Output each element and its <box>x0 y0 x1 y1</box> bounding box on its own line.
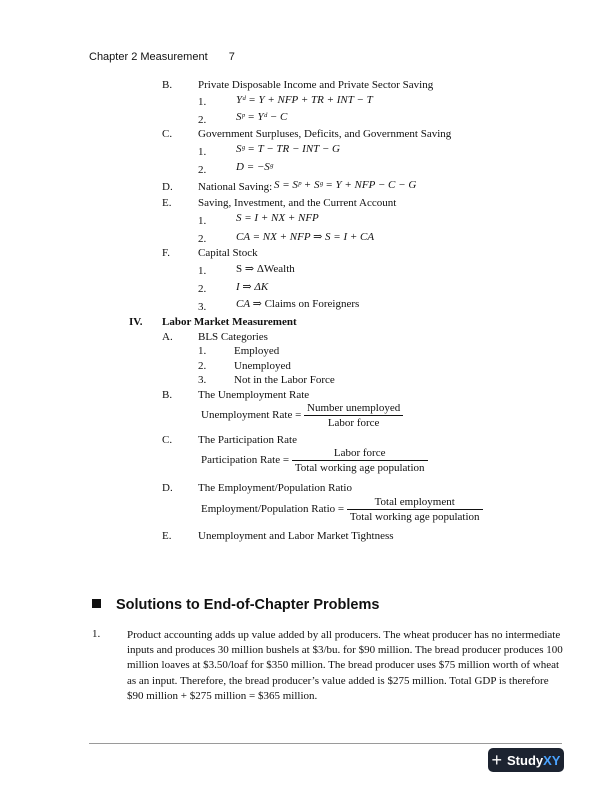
outline-f-1-num: 1. <box>198 265 207 277</box>
unemployment-rate-lhs: Unemployment Rate = <box>201 409 302 422</box>
iv-d-letter: D. <box>162 482 173 494</box>
unemployment-rate-denominator: Labor force <box>327 417 380 429</box>
outline-b-1-num: 1. <box>198 96 207 108</box>
participation-rate-lhs: Participation Rate = <box>201 454 290 467</box>
outline-b-2-num: 2. <box>198 114 207 126</box>
outline-f-3-variable: CA ⇒ <box>236 298 262 310</box>
employment-ratio-denominator: Total working age population <box>349 511 480 523</box>
solutions-heading <box>92 597 379 613</box>
employment-ratio-formula <box>201 496 483 523</box>
iv-a-1-num: 1. <box>198 345 207 357</box>
section-iv-title: Labor Market Measurement <box>162 316 297 328</box>
outline-f-3-equation <box>236 297 359 310</box>
iv-a-letter: A. <box>162 331 173 343</box>
unemployment-rate-fraction <box>304 402 403 429</box>
outline-f-2-equation: I ⇒ ΔK <box>236 281 269 293</box>
plus-icon: + <box>491 750 503 770</box>
outline-c-2-equation: D = −Sᵍ <box>236 161 273 173</box>
logo-xy-text: XY <box>543 752 561 768</box>
outline-c-1-num: 1. <box>198 146 207 158</box>
outline-b-title: Private Disposable Income and Private Sector Saving <box>198 79 434 91</box>
iv-e-letter: E. <box>162 530 172 542</box>
outline-f-3-text: Claims on Foreigners <box>264 298 360 310</box>
solutions-heading-text: Solutions to End-of-Chapter Problems <box>116 597 380 613</box>
iv-b-letter: B. <box>162 389 173 401</box>
outline-e-1-equation: S = I + NX + NFP <box>236 212 319 224</box>
chapter-title: Measurement <box>140 51 208 63</box>
outline-e-2-equation: CA = NX + NFP ⇒ S = I + CA <box>236 231 375 243</box>
outline-b-2-equation: Sᵖ = Yᵈ − C <box>236 111 288 123</box>
outline-f-letter: F. <box>162 247 170 259</box>
outline-e-1-num: 1. <box>198 215 207 227</box>
employment-ratio-numerator: Total employment <box>347 496 483 510</box>
outline-b-1-equation: Yᵈ = Y + NFP + TR + INT − T <box>236 94 373 106</box>
iv-a-3-label: Not in the Labor Force <box>234 374 335 386</box>
iv-a-2-label: Unemployed <box>234 360 291 372</box>
employment-ratio-fraction <box>347 496 483 523</box>
page-header <box>89 51 235 63</box>
studyxy-logo <box>488 748 564 772</box>
iv-a-3-num: 3. <box>198 374 207 386</box>
outline-d-title: National Saving: <box>198 181 273 193</box>
outline-f-1-equation: S ⇒ ΔWealth <box>236 263 295 275</box>
page-number: 7 <box>228 51 235 63</box>
square-bullet-icon <box>92 599 101 608</box>
unemployment-rate-formula <box>201 402 403 429</box>
outline-e-2-num: 2. <box>198 233 207 245</box>
outline-b-letter: B. <box>162 79 173 91</box>
iv-d-title: The Employment/Population Ratio <box>198 482 352 494</box>
chapter-label: Chapter 2 <box>89 51 138 63</box>
participation-rate-formula <box>201 447 428 474</box>
outline-c-title: Government Surpluses, Deficits, and Government Saving <box>198 128 452 140</box>
unemployment-rate-numerator: Number unemployed <box>304 402 403 416</box>
outline-c-2-num: 2. <box>198 164 207 176</box>
iv-e-title: Unemployment and Labor Market Tightness <box>198 530 394 542</box>
iv-a-title: BLS Categories <box>198 331 268 343</box>
problem-1-text: Product accounting adds up value added by all producers. The wheat producer has no intermediate inputs and produces 30 million bushels at $3/bu. for $90 million. The bread producer produces 100 million loaves at $3.50/loaf for $350 million. The bread producer uses $75 million worth of wheat as an input. Therefore, the bread producer’s value added is $275 million. Total GDP is therefore $90 million + $275 million = $365 million. <box>127 629 563 702</box>
participation-rate-fraction <box>292 447 428 474</box>
outline-c-1-equation: Sᵍ = T − TR − INT − G <box>236 143 340 155</box>
outline-f-3-num: 3. <box>198 301 207 313</box>
iv-c-title: The Participation Rate <box>198 434 297 446</box>
outline-f-title: Capital Stock <box>198 247 258 259</box>
iv-a-2-num: 2. <box>198 360 207 372</box>
section-iv-numeral: IV. <box>129 316 143 328</box>
participation-rate-numerator: Labor force <box>292 447 428 461</box>
outline-d-letter: D. <box>162 181 173 193</box>
iv-a-1-label: Employed <box>234 345 280 357</box>
logo-study-text: Study <box>507 752 544 768</box>
employment-ratio-lhs: Employment/Population Ratio = <box>201 503 345 516</box>
iv-c-letter: C. <box>162 434 173 446</box>
problem-1-number: 1. <box>92 628 101 640</box>
participation-rate-denominator: Total working age population <box>294 462 425 474</box>
outline-e-title: Saving, Investment, and the Current Account <box>198 197 397 209</box>
footer-rule <box>89 743 562 744</box>
outline-d-equation: S = Sᵖ + Sᵍ = Y + NFP − C − G <box>274 179 417 191</box>
outline-f-2-num: 2. <box>198 283 207 295</box>
iv-b-title: The Unemployment Rate <box>198 389 310 401</box>
outline-e-letter: E. <box>162 197 172 209</box>
outline-c-letter: C. <box>162 128 173 140</box>
